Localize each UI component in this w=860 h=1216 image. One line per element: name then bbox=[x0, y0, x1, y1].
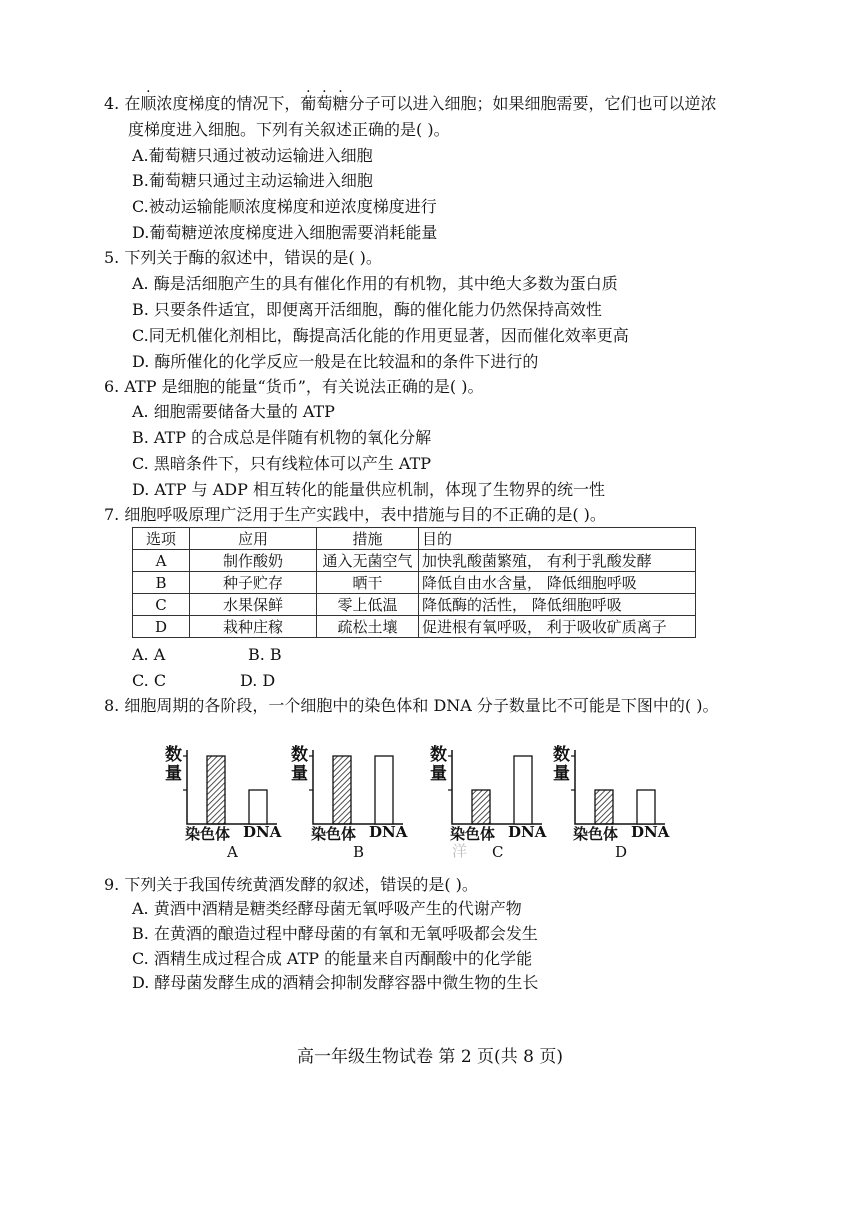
q4-emphasis-char: 葡 bbox=[300, 94, 317, 113]
table-row bbox=[133, 616, 696, 638]
q8-chart-b bbox=[291, 740, 411, 860]
chart-xlabel-chromosome: 染色体 bbox=[311, 825, 357, 843]
table-cell: 降低酶的活性， 降低细胞呼吸 bbox=[419, 594, 696, 616]
table-cell: 栽种庄稼 bbox=[190, 616, 317, 638]
q9-stem: 9. 下列关于我国传统黄酒发酵的叙述，错误的是( )。 bbox=[104, 875, 478, 894]
q4-text: 4. 在 bbox=[104, 94, 141, 113]
table-cell: 促进根有氧呼吸， 利于吸收矿质离子 bbox=[419, 616, 696, 638]
watermark: 洋 bbox=[452, 842, 468, 860]
q7-option-a: A. A bbox=[132, 645, 166, 664]
chart-ylabel: 数 量 bbox=[291, 745, 308, 784]
chart-ylabel: 数 量 bbox=[165, 745, 182, 784]
table-cell: D bbox=[133, 616, 190, 638]
table-cell: 制作酸奶 bbox=[190, 550, 317, 572]
q4-stem-line2: 度梯度进入细胞。下列有关叙述正确的是( )。 bbox=[128, 120, 450, 139]
q9-option-a: A. 黄酒中酒精是糖类经酵母菌无氧呼吸产生的代谢产物 bbox=[132, 899, 522, 918]
table-cell: 疏松土壤 bbox=[317, 616, 419, 638]
q7-table bbox=[132, 527, 696, 638]
q4-emphasis-char: 萄 bbox=[316, 94, 333, 113]
q5-option-c: C.同无机催化剂相比，酶提高活化能的作用更显著，因而催化效率更高 bbox=[132, 326, 629, 345]
q8-stem: 8. 细胞周期的各阶段，一个细胞中的染色体和 DNA 分子数量比不可能是下图中的( )。 bbox=[104, 696, 719, 715]
q5-stem: 5. 下列关于酶的叙述中，错误的是( )。 bbox=[104, 248, 382, 267]
q9-option-c: C. 酒精生成过程合成 ATP 的能量来自丙酮酸中的化学能 bbox=[132, 949, 533, 968]
chart-letter-label: C bbox=[492, 843, 504, 861]
q8-chart-c bbox=[430, 740, 550, 860]
table-header-cell: 目的 bbox=[419, 528, 696, 550]
table-header-cell: 应用 bbox=[190, 528, 317, 550]
q4-emphasis-char: 糖 bbox=[332, 94, 349, 113]
chart-plot bbox=[165, 740, 285, 830]
chart-xlabel-dna: DNA bbox=[243, 823, 282, 841]
chart-bar-dna bbox=[514, 756, 532, 824]
q4-emphasis-char: 顺 bbox=[140, 94, 157, 113]
chart-bar-dna bbox=[637, 790, 655, 824]
q7-stem: 7. 细胞呼吸原理广泛用于生产实践中，表中措施与目的不正确的是( )。 bbox=[104, 505, 606, 524]
q8-chart-d bbox=[553, 740, 673, 860]
chart-plot bbox=[291, 740, 411, 830]
chart-bar-chromosome bbox=[472, 790, 490, 824]
q4-text: 分子可以进入细胞；如果细胞需要，它们也可以逆浓 bbox=[348, 94, 717, 113]
q6-option-a: A. 细胞需要储备大量的 ATP bbox=[132, 402, 335, 421]
chart-bar-chromosome bbox=[595, 790, 613, 824]
chart-xlabel-dna: DNA bbox=[631, 823, 670, 841]
q7-option-c: C. C bbox=[132, 671, 167, 690]
q6-stem: 6. ATP 是细胞的能量“货币”，有关说法正确的是( )。 bbox=[104, 377, 484, 396]
table-cell: C bbox=[133, 594, 190, 616]
table-row bbox=[133, 572, 696, 594]
table-cell: 零上低温 bbox=[317, 594, 419, 616]
table-header-cell: 选项 bbox=[133, 528, 190, 550]
table-row bbox=[133, 594, 696, 616]
chart-bar-dna bbox=[249, 790, 267, 824]
table-row bbox=[133, 550, 696, 572]
chart-bar-chromosome bbox=[207, 756, 225, 824]
table-cell: 晒干 bbox=[317, 572, 419, 594]
chart-xlabel-chromosome: 染色体 bbox=[573, 825, 619, 843]
q4-text: 浓度梯度的情况下， bbox=[156, 94, 301, 113]
table-cell: 通入无菌空气 bbox=[317, 550, 419, 572]
table-header-cell: 措施 bbox=[317, 528, 419, 550]
chart-ylabel: 数 量 bbox=[553, 745, 570, 784]
table-cell: 水果保鲜 bbox=[190, 594, 317, 616]
table-cell: 种子贮存 bbox=[190, 572, 317, 594]
table-header-row bbox=[133, 528, 696, 550]
q5-option-b: B. 只要条件适宜，即便离开活细胞，酶的催化能力仍然保持高效性 bbox=[132, 300, 602, 319]
chart-letter-label: B bbox=[353, 843, 365, 861]
q6-option-c: C. 黑暗条件下，只有线粒体可以产生 ATP bbox=[132, 454, 432, 473]
chart-ylabel: 数 量 bbox=[430, 745, 447, 784]
q4-stem-line1 bbox=[104, 92, 716, 116]
chart-xlabel-chromosome: 染色体 bbox=[185, 825, 231, 843]
q8-chart-a bbox=[165, 740, 285, 860]
q7-option-b: B. B bbox=[248, 645, 282, 664]
q7-option-d: D. D bbox=[240, 671, 276, 690]
chart-xlabel-dna: DNA bbox=[508, 823, 547, 841]
q5-option-d: D. 酶所催化的化学反应一般是在比较温和的条件下进行的 bbox=[132, 352, 539, 371]
table-cell: 加快乳酸菌繁殖， 有利于乳酸发酵 bbox=[419, 550, 696, 572]
chart-plot bbox=[553, 740, 673, 830]
q5-option-a: A. 酶是活细胞产生的具有催化作用的有机物，其中绝大多数为蛋白质 bbox=[132, 274, 618, 293]
chart-bar-chromosome bbox=[333, 756, 351, 824]
q4-option-a: A.葡萄糖只通过被动运输进入细胞 bbox=[132, 146, 373, 165]
q6-option-d: D. ATP 与 ADP 相互转化的能量供应机制，体现了生物界的统一性 bbox=[132, 480, 605, 499]
chart-xlabel-dna: DNA bbox=[369, 823, 408, 841]
q4-option-d: D.葡萄糖逆浓度梯度进入细胞需要消耗能量 bbox=[132, 223, 438, 242]
page-footer: 高一年级生物试卷 第 2 页(共 8 页) bbox=[297, 1047, 563, 1067]
q4-option-c: C.被动运输能顺浓度梯度和逆浓度梯度进行 bbox=[132, 197, 437, 216]
chart-plot bbox=[430, 740, 550, 830]
table-cell: B bbox=[133, 572, 190, 594]
chart-bar-dna bbox=[375, 756, 393, 824]
q4-option-b: B.葡萄糖只通过主动运输进入细胞 bbox=[132, 171, 373, 190]
q6-option-b: B. ATP 的合成总是伴随有机物的氧化分解 bbox=[132, 428, 432, 447]
table-cell: A bbox=[133, 550, 190, 572]
chart-xlabel-chromosome: 染色体 bbox=[450, 825, 496, 843]
table-cell: 降低自由水含量， 降低细胞呼吸 bbox=[419, 572, 696, 594]
chart-letter-label: D bbox=[615, 843, 628, 861]
q9-option-b: B. 在黄酒的酿造过程中酵母菌的有氧和无氧呼吸都会发生 bbox=[132, 924, 538, 943]
chart-letter-label: A bbox=[227, 843, 238, 861]
q9-option-d: D. 酵母菌发酵生成的酒精会抑制发酵容器中微生物的生长 bbox=[132, 973, 539, 992]
